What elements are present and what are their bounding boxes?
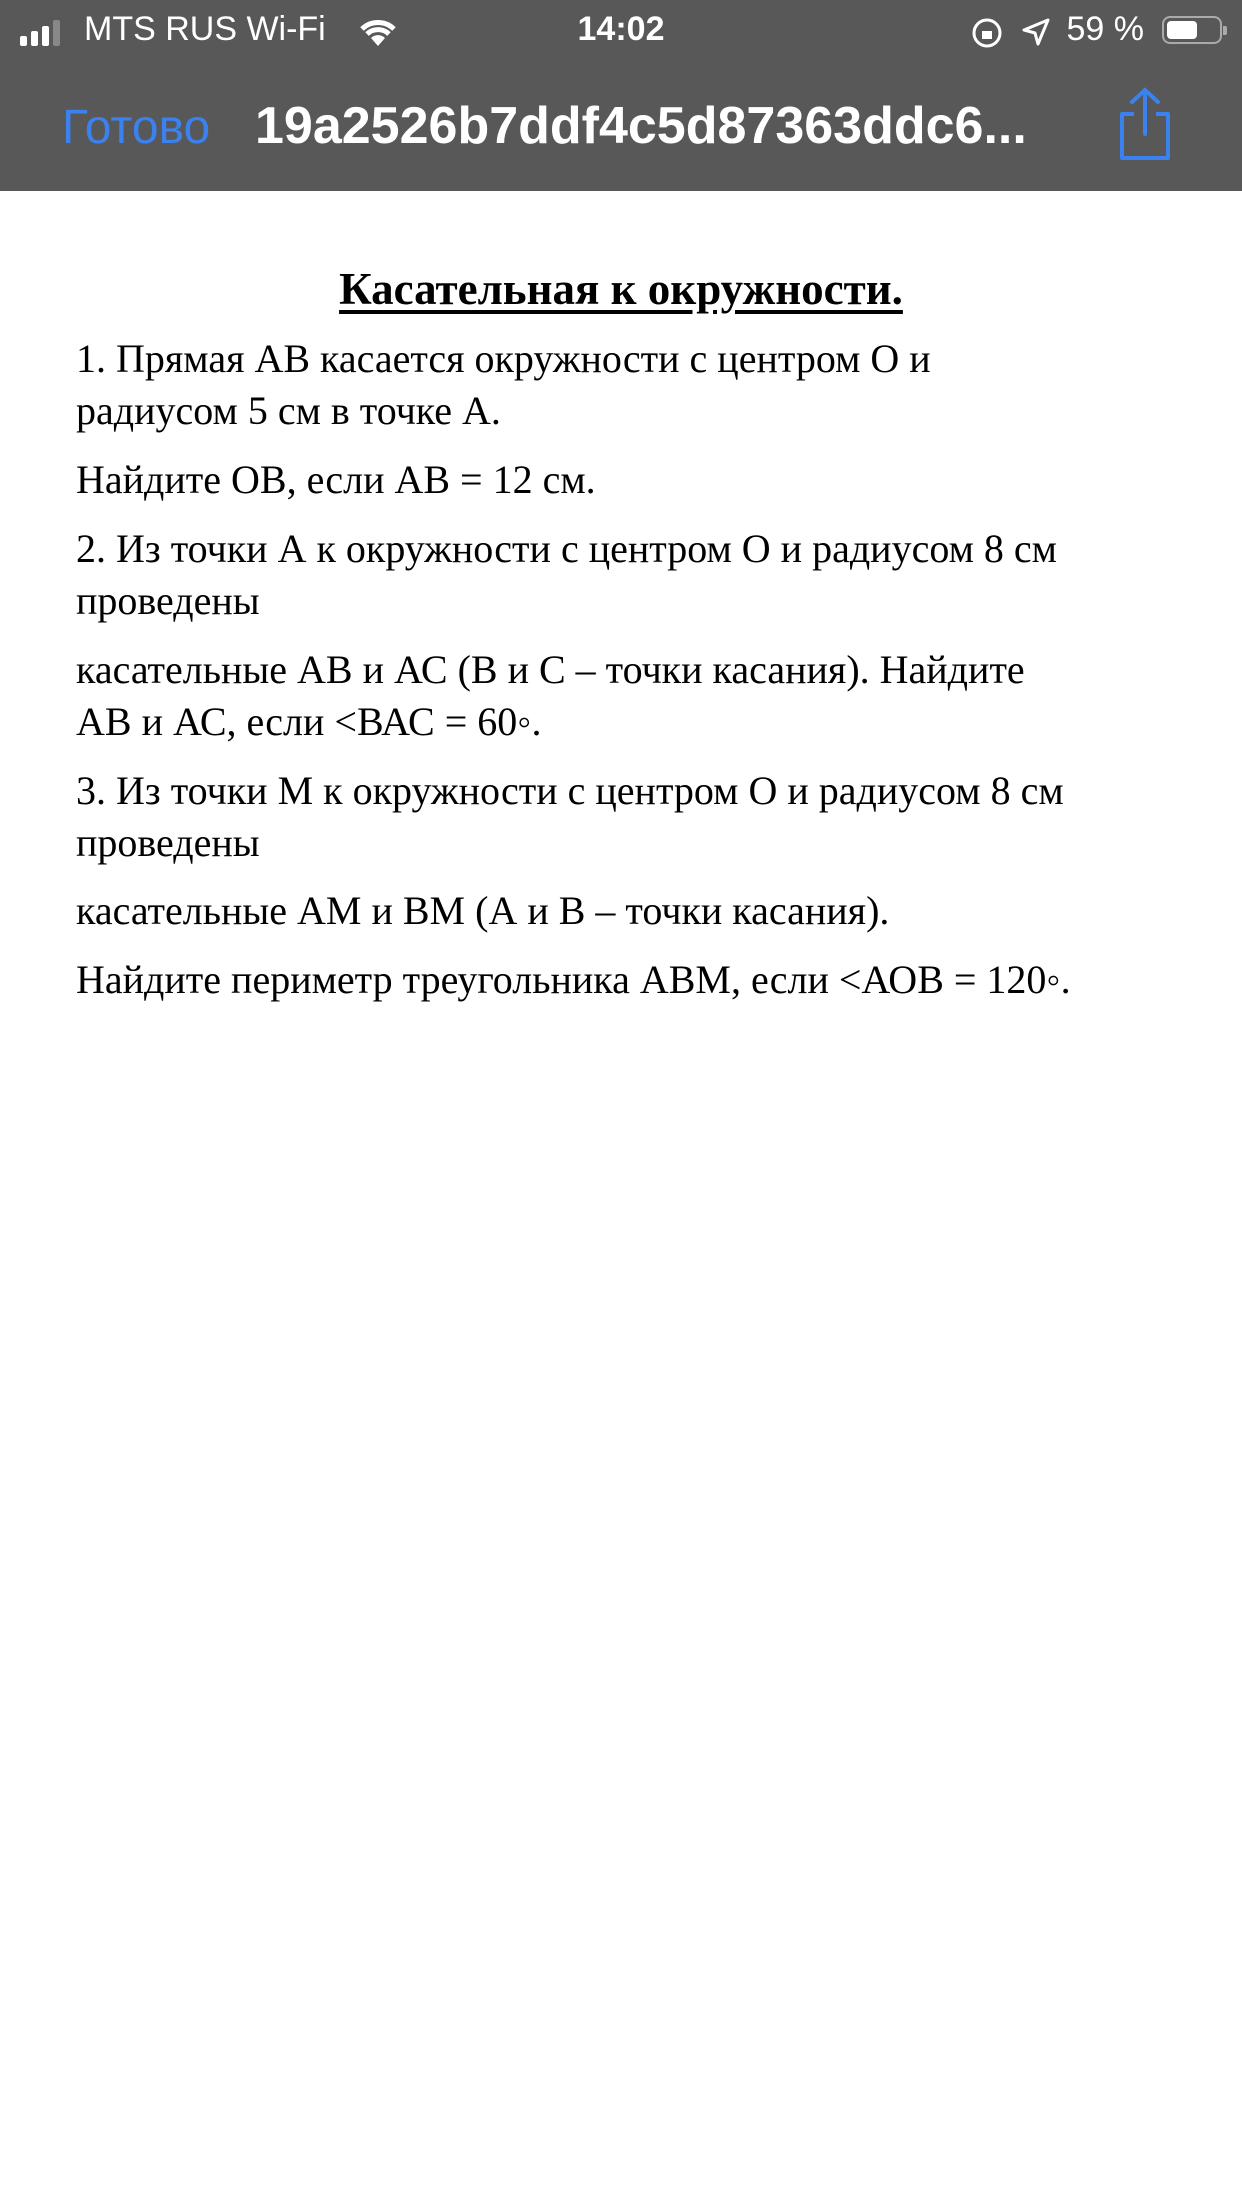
text-line: проведены [76, 820, 260, 865]
share-icon[interactable] [1114, 86, 1176, 162]
document-heading: Касательная к окружности. [339, 264, 903, 314]
document-title: 19a2526b7ddf4c5d87363ddc6... [255, 97, 1027, 155]
text-line: 1. Прямая АВ касается окружности с центром О и [76, 336, 931, 381]
text-line: касательные АМ и ВМ (А и В – точки касания). [76, 888, 890, 933]
text-line: АВ и АС, если <ВАС = 60◦. [76, 699, 542, 744]
carrier-label: MTS RUS Wi-Fi [84, 10, 326, 48]
text-line: 3. Из точки М к окружности с центром О и радиусом 8 см [76, 768, 1064, 813]
text-line: проведены [76, 578, 260, 623]
rotation-lock-icon [970, 16, 1004, 50]
text-line: 2. Из точки А к окружности с центром О и радиусом 8 см [76, 526, 1057, 571]
battery-icon [1162, 16, 1222, 44]
done-button[interactable]: Готово [62, 101, 211, 154]
text-line: касательные АВ и АС (В и С – точки касания). Найдите [76, 647, 1025, 692]
text-line: радиусом 5 см в точке А. [76, 388, 501, 433]
clock: 14:02 [577, 10, 665, 48]
text-line: Найдите ОВ, если АВ = 12 см. [76, 457, 596, 502]
text-line: Найдите периметр треугольника АВМ, если <АОВ = 120◦. [76, 957, 1071, 1002]
battery-percent: 59 % [1066, 10, 1144, 48]
status-bar [0, 0, 1242, 64]
top-bar [0, 0, 1242, 191]
location-icon [1020, 16, 1052, 48]
